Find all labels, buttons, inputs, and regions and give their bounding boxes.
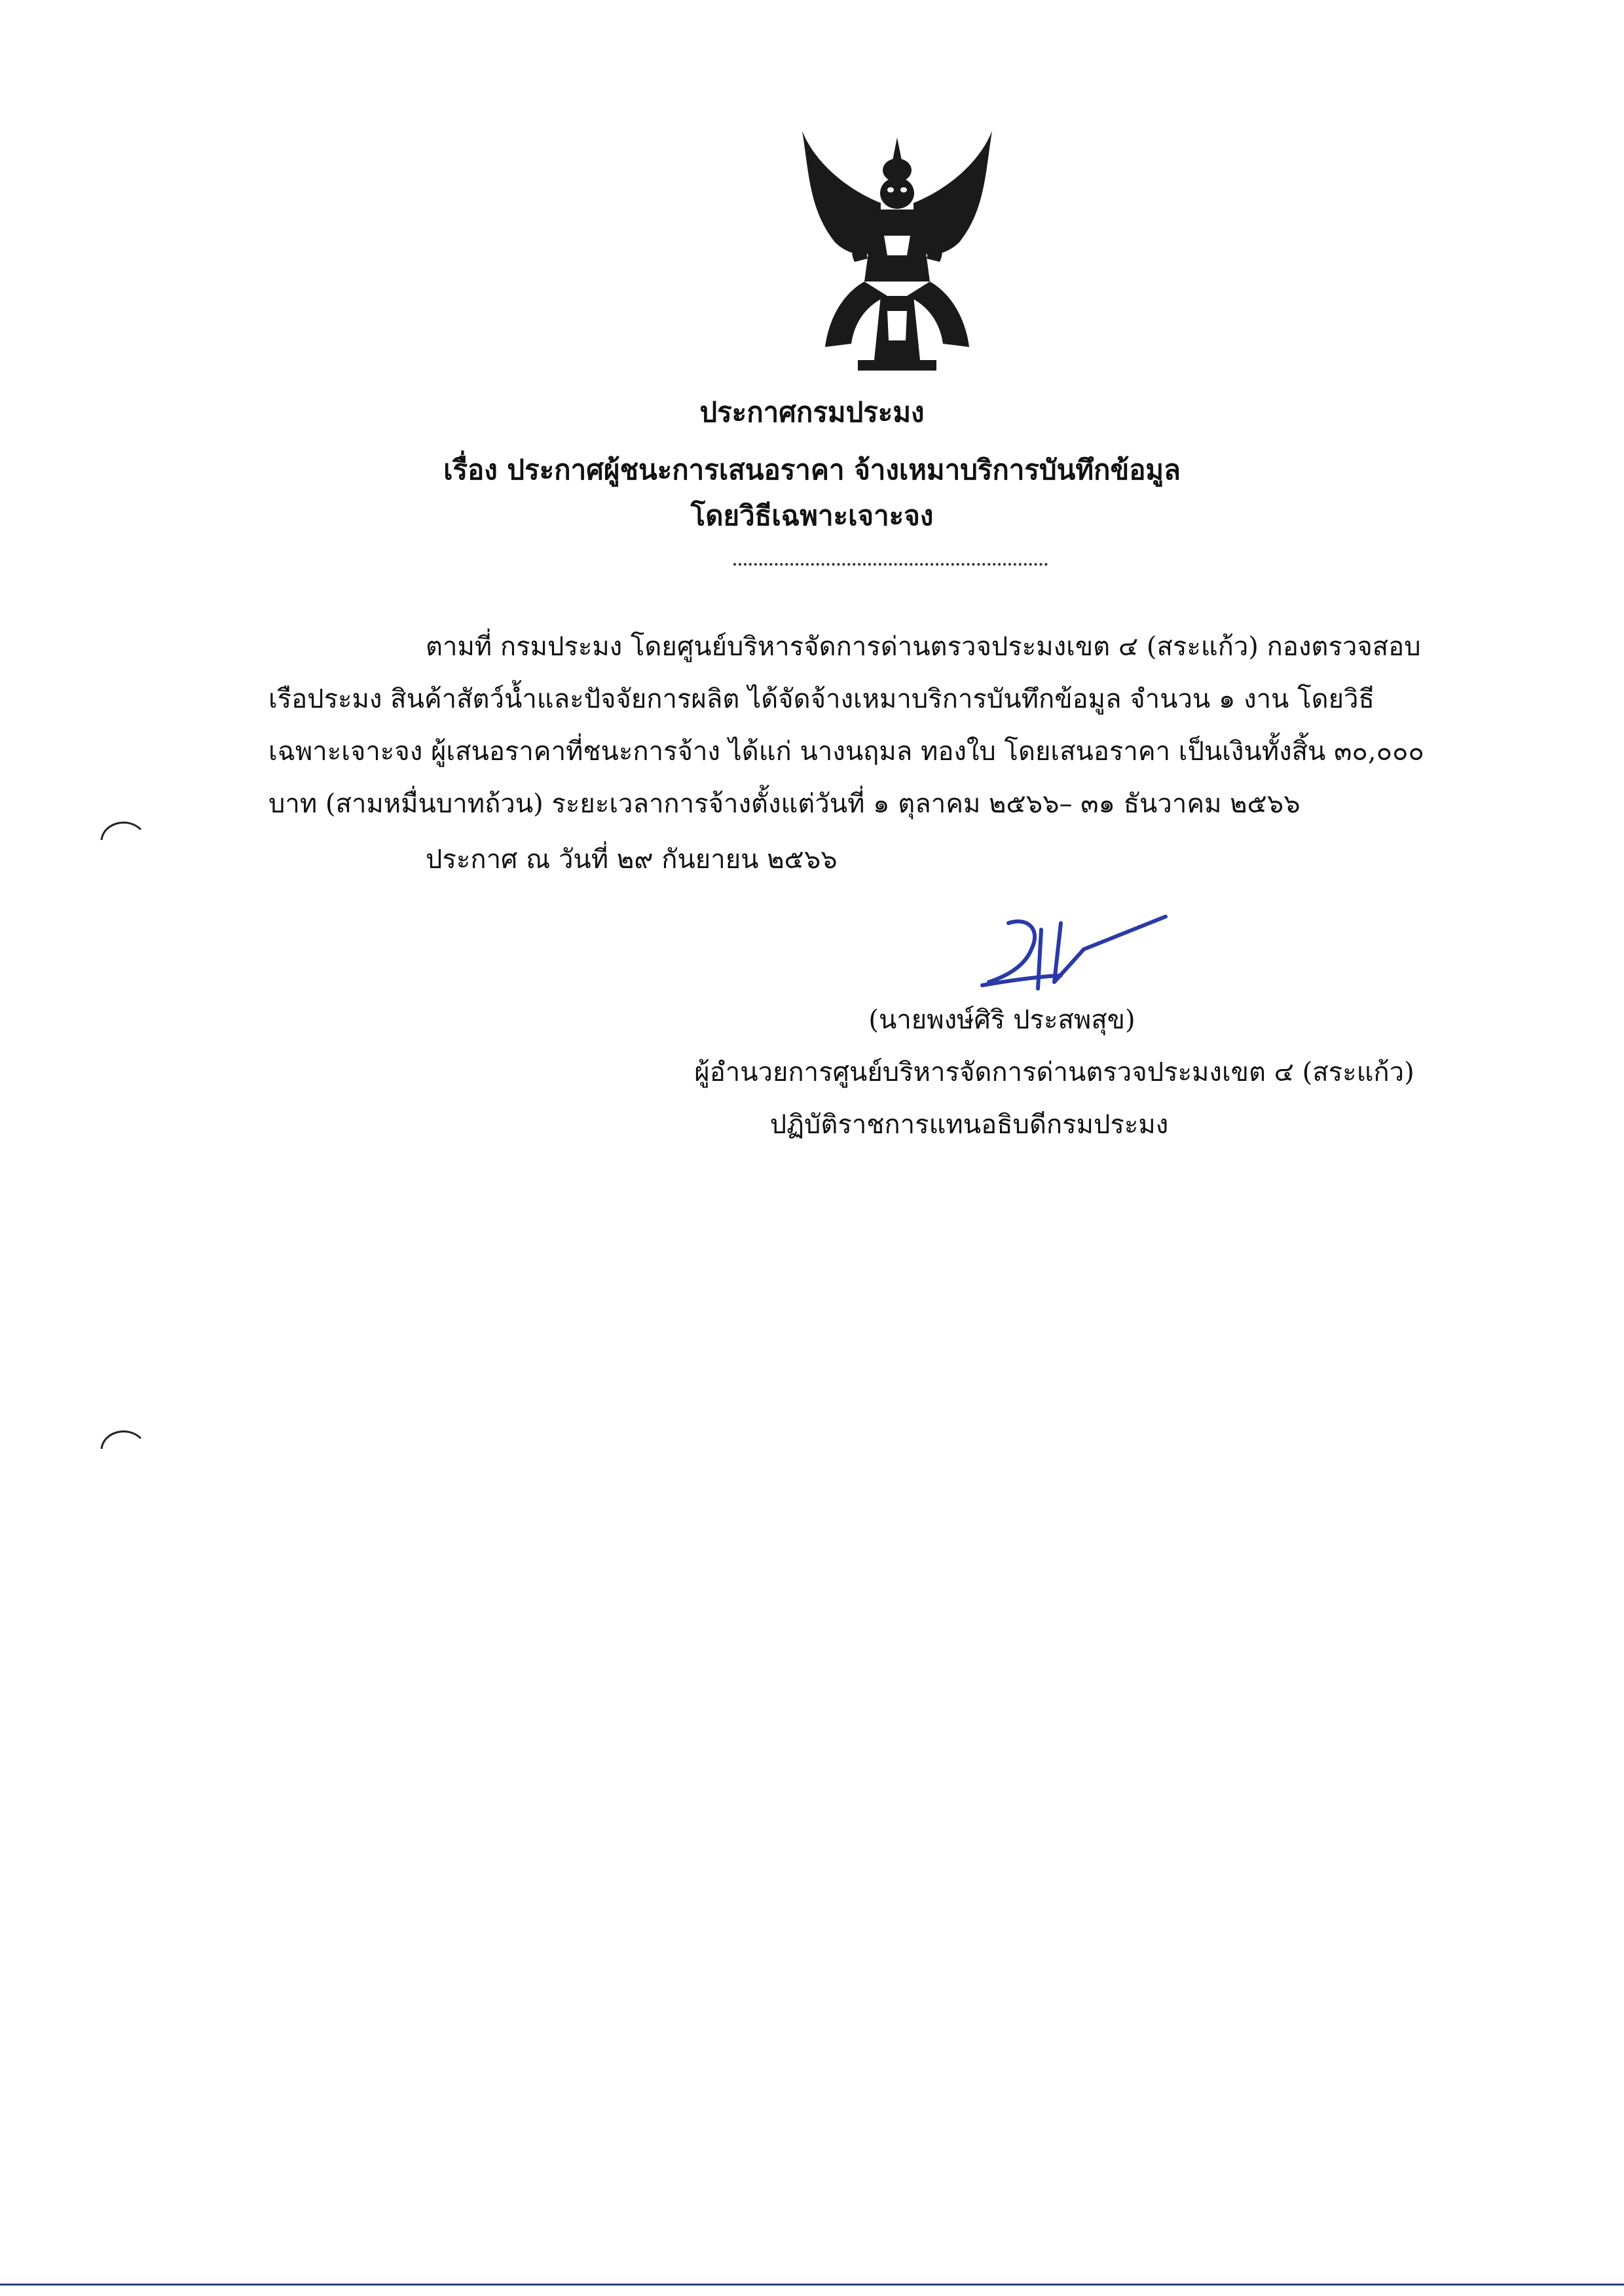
announcement-method: โดยวิธีเฉพาะเจาะจง — [690, 500, 934, 532]
body-line-2: เรือประมง สินค้าสัตว์น้ำและปัจจัยการผลิต ได้จัดจ้างเหมาบริการบันทึกข้อมูล จำนวน ๑ งาน โดยวิธี — [268, 684, 1375, 714]
announcement-date: ประกาศ ณ วันที่ ๒๙ กันยายน ๒๕๖๖ — [426, 845, 838, 875]
body-line-3: เฉพาะเจาะจง ผู้เสนอราคาที่ชนะการจ้าง ได้แก่ นางนฤมล ทองใบ โดยเสนอราคา เป็นเงินทั้งสิ้น ๓๐,๐๐๐ — [268, 737, 1424, 767]
body-line-1: ตามที่ กรมประมง โดยศูนย์บริหารจัดการด่านตรวจประมงเขต ๔ (สระแก้ว) กองตรวจสอบ — [426, 632, 1421, 662]
announcement-title: ประกาศกรมประมง — [699, 396, 925, 428]
signatory-name: (นายพงษ์ศิริ ประสพสุข) — [868, 1005, 1135, 1035]
page-bottom-edge — [0, 2284, 1624, 2286]
signatory-acting: ปฏิบัติราชการแทนอธิบดีกรมประมง — [769, 1110, 1169, 1140]
body-line-4: บาท (สามหมื่นบาทถ้วน) ระยะเวลาการจ้างตั้งแต่วันที่ ๑ ตุลาคม ๒๕๖๖– ๓๑ ธันวาคม ๒๕๖๖ — [268, 789, 1301, 819]
signatory-position: ผู้อำนวยการศูนย์บริหารจัดการด่านตรวจประมงเขต ๔ (สระแก้ว) — [694, 1057, 1414, 1087]
garuda-emblem-icon — [789, 124, 1005, 380]
announcement-subject: เรื่อง ประกาศผู้ชนะการเสนอราคา จ้างเหมาบริการบันทึกข้อมูล — [443, 454, 1181, 486]
punch-hole-icon — [98, 815, 144, 841]
punch-hole-icon — [98, 1424, 144, 1450]
dotted-separator — [733, 563, 1048, 566]
signature-icon — [969, 903, 1179, 1002]
